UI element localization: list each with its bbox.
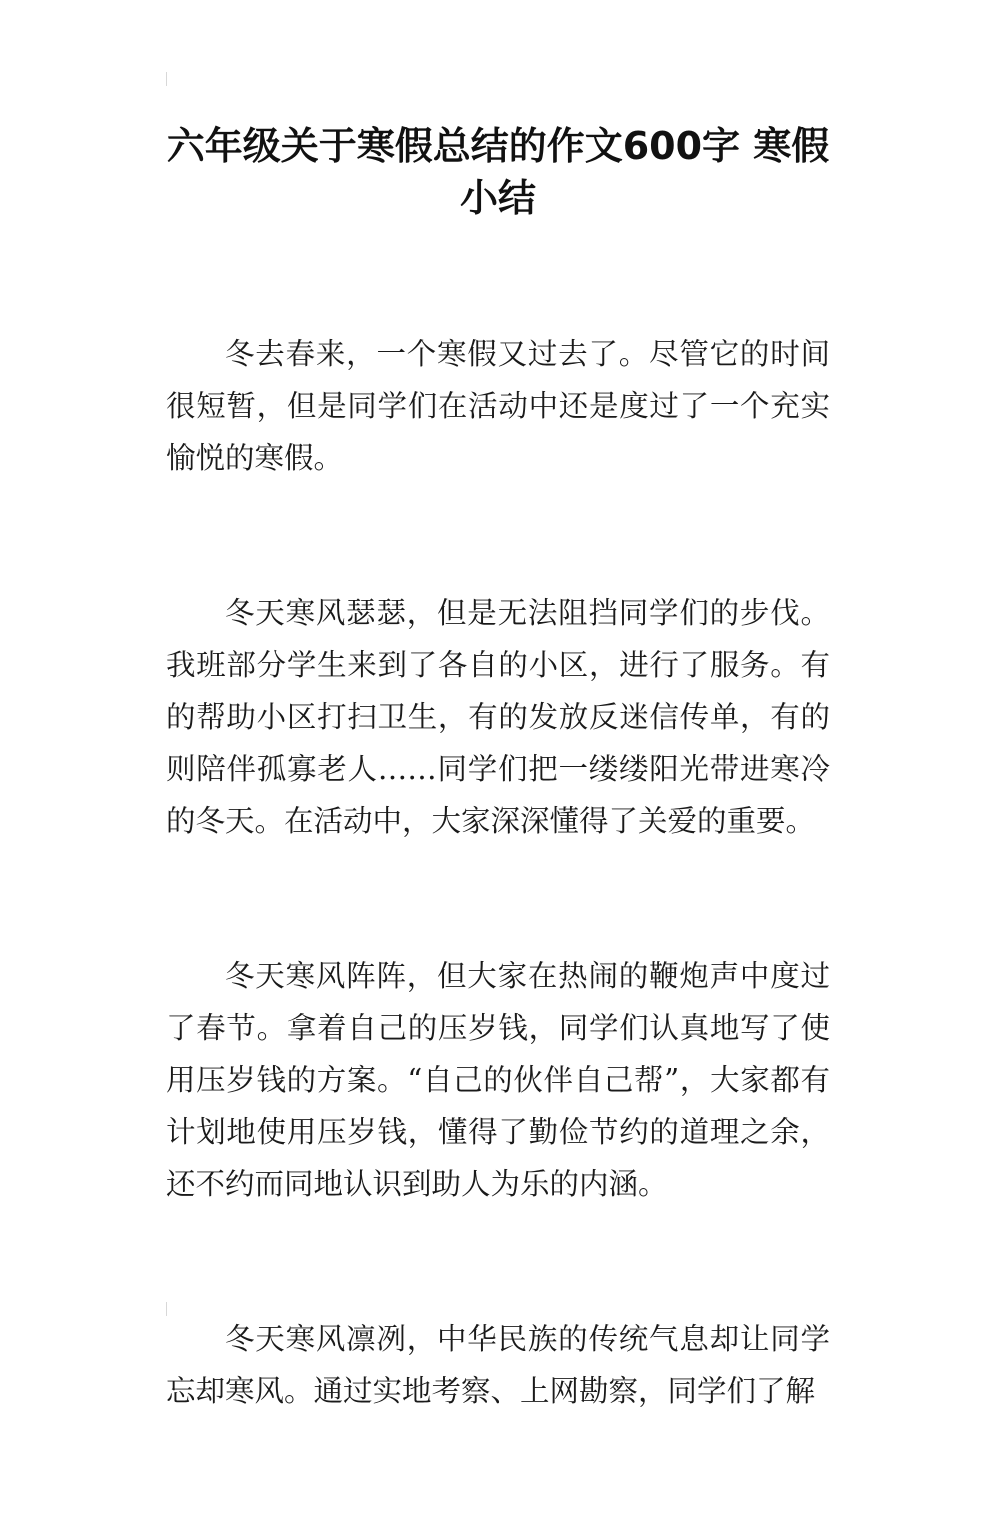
document-title: 六年级关于寒假总结的作文600字 寒假小结 bbox=[166, 124, 830, 220]
paragraph: 冬天寒风凛冽，中华民族的传统气息却让同学忘却寒风。通过实地考察、上网勘察，同学们了解 bbox=[166, 1322, 830, 1408]
page-corner-mark bbox=[166, 1302, 167, 1316]
document-body bbox=[166, 328, 830, 1520]
page-corner-mark bbox=[166, 72, 167, 86]
paragraph: 冬去春来，一个寒假又过去了。尽管它的时间很短暂，但是同学们在活动中还是度过了一个充实愉悦的寒假。 bbox=[166, 337, 830, 475]
paragraph: 冬天寒风阵阵，但大家在热闹的鞭炮声中度过了春节。拿着自己的压岁钱，同学们认真地写了使用压岁钱的方案。“自己的伙伴自己帮”，大家都有计划地使用压岁钱，懂得了勤俭节约的道理之余，还不约而同地认识到助人为乐的内涵。 bbox=[166, 959, 830, 1201]
paragraph: 冬天寒风瑟瑟，但是无法阻挡同学们的步伐。我班部分学生来到了各自的小区，进行了服务。有的帮助小区打扫卫生，有的发放反迷信传单，有的则陪伴孤寡老人……同学们把一缕缕阳光带进寒冷的冬天。在活动中，大家深深懂得了关爱的重要。 bbox=[166, 596, 830, 838]
